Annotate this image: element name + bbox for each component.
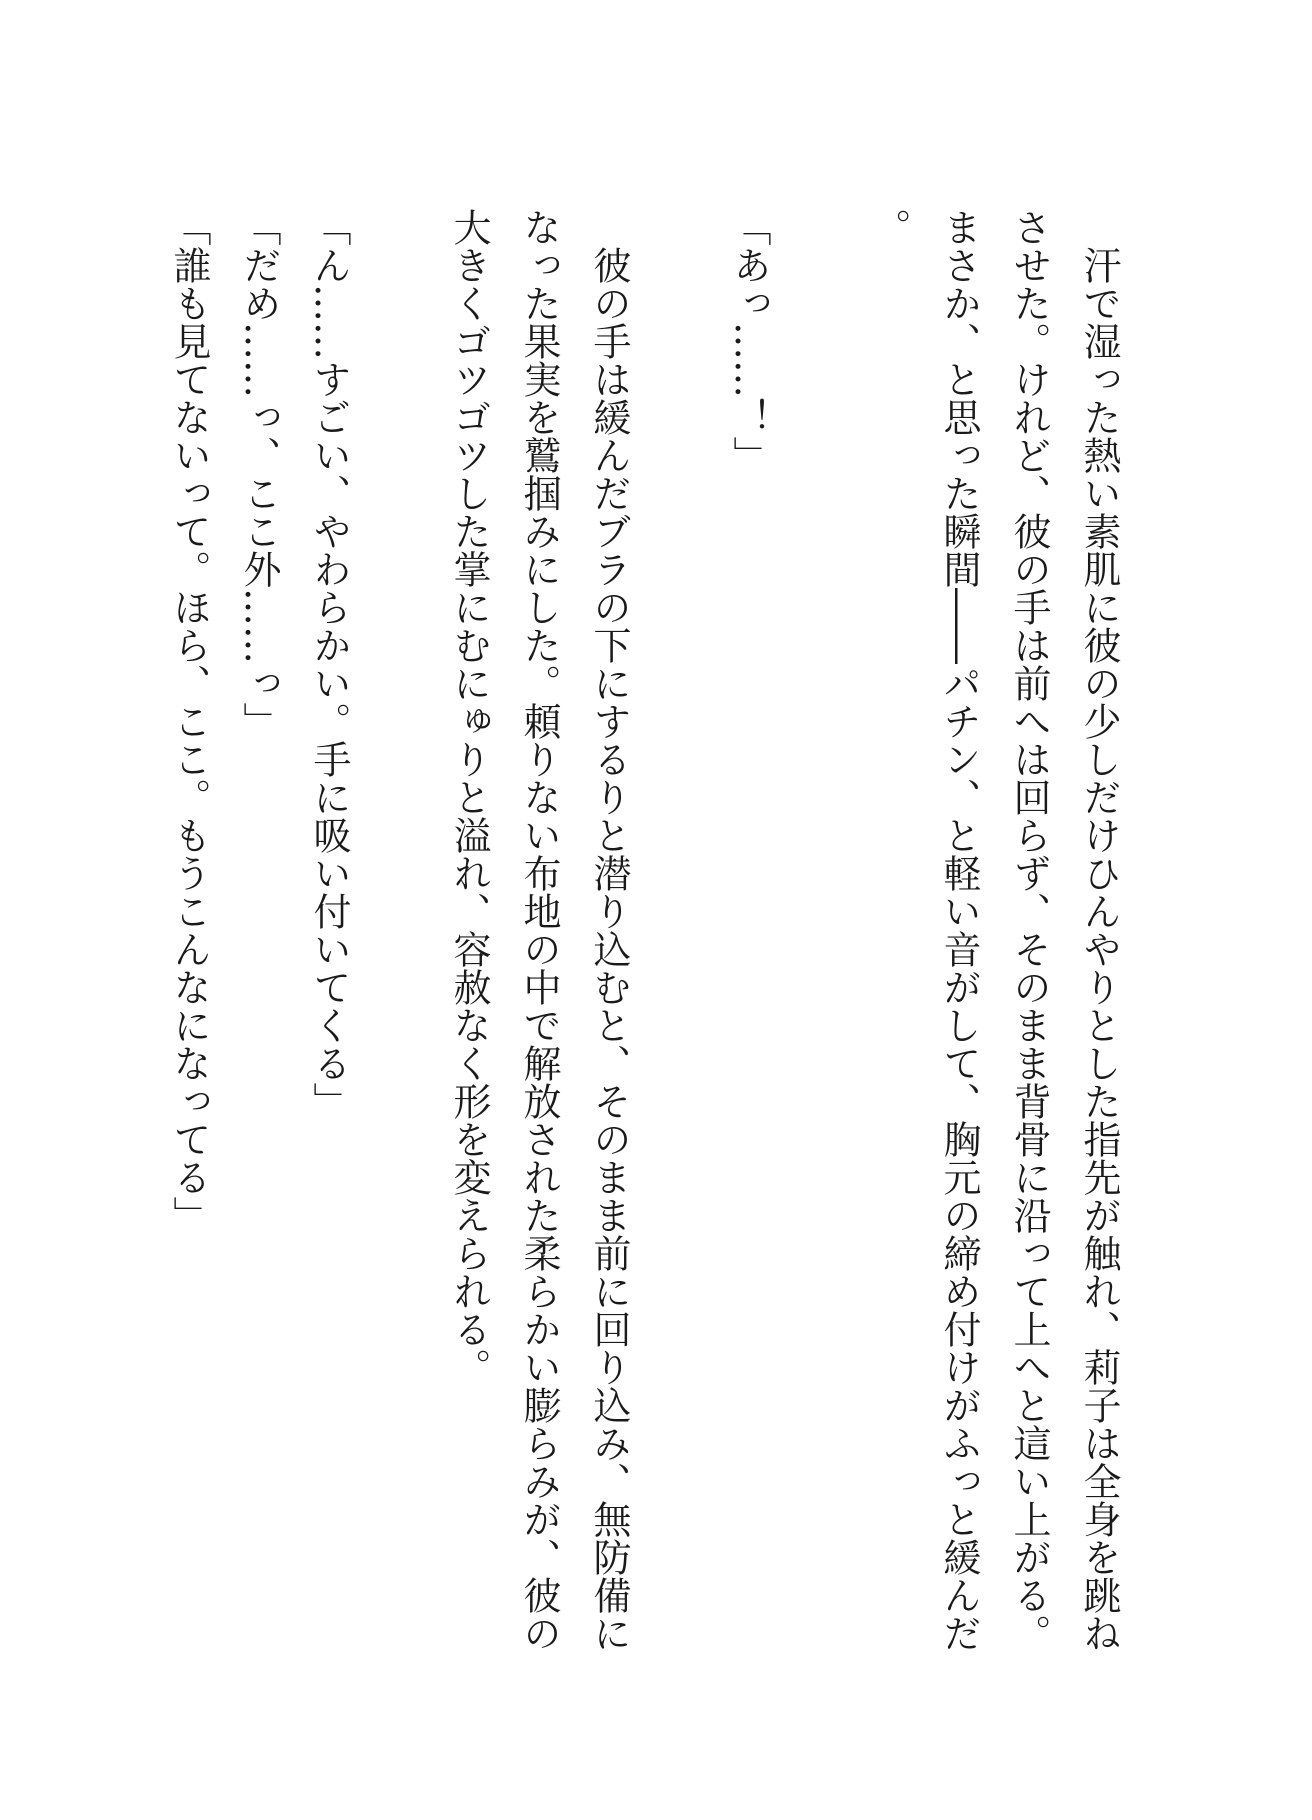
paragraph-narration-2: 彼の手は緩んだブラの下にするりと潜り込むと、そのまま前に回り込み、無防備になった果実を鷲掴みにした。頼りない布地の中で解放された柔らかい膨らみが、彼の大きくゴツゴツした掌にむにゅりと溢れ、容赦なく形を変えられる。 bbox=[447, 208, 631, 1652]
paragraph-dialogue-1: 「あっ……！」 bbox=[727, 208, 771, 474]
paragraph-dialogue-4: 「誰も見てないって。ほら、ここ。もうこんなになってる」 bbox=[167, 208, 211, 1234]
vertical-text-body bbox=[154, 208, 1134, 1688]
paragraph-dialogue-3: 「だめ……っ、ここ外……っ」 bbox=[237, 208, 281, 740]
blank-line bbox=[364, 208, 434, 218]
blank-line bbox=[784, 208, 854, 218]
paragraph-narration-1: 汗で湿った熱い素肌に彼の少しだけひんやりとした指先が触れ、莉子は全身を跳ねさせた。けれど、彼の手は前へは回らず、そのまま背骨に沿って上へと這い上がる。まさか、と思った瞬間――パチン、と軽い音がして、胸元の締め付けがふっと緩んだ。 bbox=[867, 208, 1121, 1652]
blank-line bbox=[644, 208, 714, 218]
paragraph-dialogue-2: 「ん……すごい、やわらかい。手に吸い付いてくる」 bbox=[307, 208, 351, 1120]
